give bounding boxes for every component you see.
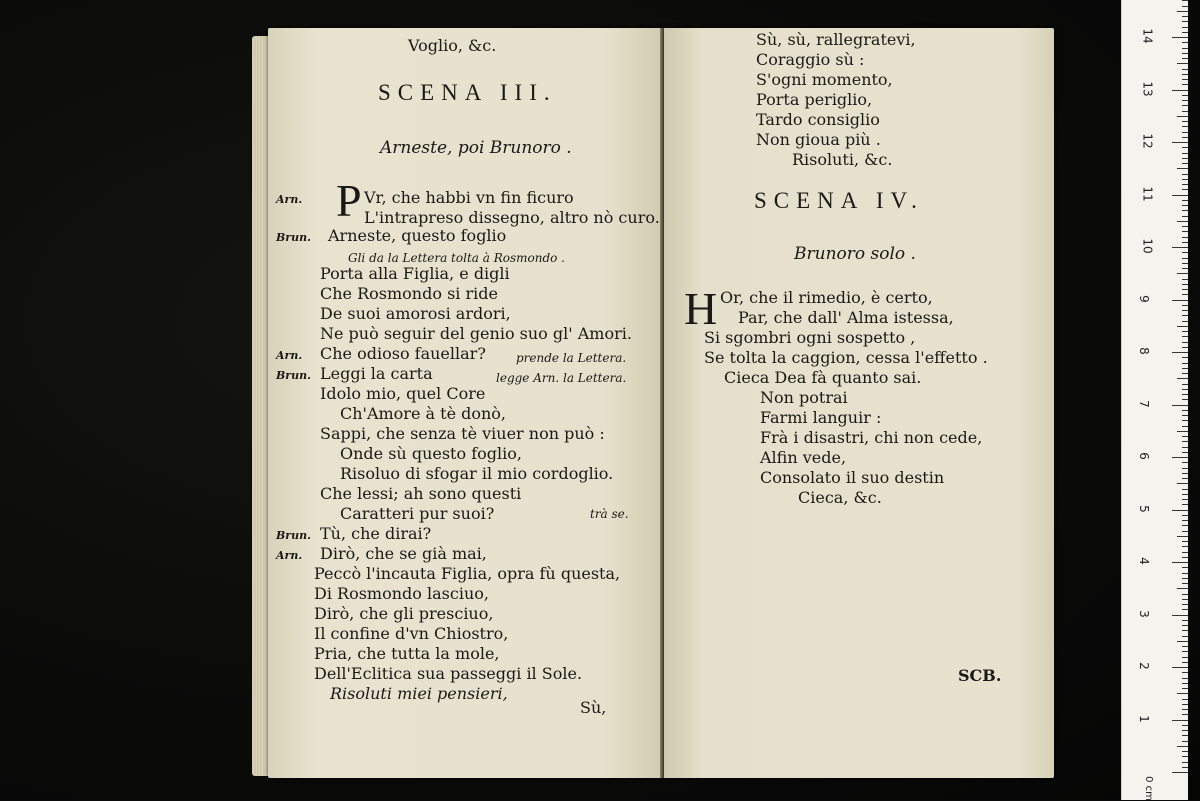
ruler-tick [1182,573,1188,574]
verse-line: Non potrai [760,388,848,407]
ruler-tick [1182,415,1188,416]
ruler-tick [1177,116,1188,117]
ruler-number: 4 [1136,557,1151,565]
ruler-tick [1182,756,1188,757]
ruler-tick [1182,473,1188,474]
ruler-tick [1182,420,1188,421]
ruler-tick [1172,195,1188,196]
ruler-tick [1182,48,1188,49]
ruler-tick [1182,594,1188,595]
ruler-tick [1182,389,1188,390]
ruler-tick [1182,342,1188,343]
ruler-tick [1182,111,1188,112]
ruler-tick [1177,588,1188,589]
ruler-tick [1182,79,1188,80]
ruler-number: 2 [1136,662,1151,670]
ruler-tick [1182,683,1188,684]
verse-line: De suoi amorosi ardori, [320,304,511,323]
ruler-tick [1182,520,1188,521]
verse-line: Tù, che dirai? [320,524,432,543]
ruler-tick [1182,279,1188,280]
ruler-tick [1182,714,1188,715]
verse-line: Caratteri pur suoi? [340,504,495,523]
verse-line: Frà i disastri, chi non cede, [760,428,983,447]
ruler-tick [1182,651,1188,652]
ruler-tick [1182,305,1188,306]
ruler-tick [1177,63,1188,64]
ruler-tick [1182,189,1188,190]
ruler-tick [1182,452,1188,453]
ruler-tick [1182,0,1188,1]
stage-direction: trà se. [590,507,629,521]
right-scene-title: SCENA IV. [754,188,924,213]
ruler-tick [1182,268,1188,269]
ruler-tick [1182,284,1188,285]
line-row: Brun. [276,529,311,542]
verse-line: Sù, sù, rallegratevi, [756,30,916,49]
ruler-number: 10 [1140,238,1155,254]
ruler-tick [1182,294,1188,295]
ruler-tick [1182,158,1188,159]
stage-direction: legge Arn. la Lettera. [496,371,627,385]
ruler-tick [1182,184,1188,185]
stage-direction: prende la Lettera. [516,351,627,365]
line-row: Brun. [276,231,311,244]
line-row: Arn. [276,193,303,206]
ruler-tick [1177,536,1188,537]
left-header: Voglio, &c. [408,36,497,55]
ruler-tick [1172,510,1188,511]
ruler-tick [1182,179,1188,180]
line-row: Arn. [276,349,303,362]
ruler-number: 11 [1140,185,1155,202]
ruler-tick [1182,100,1188,101]
verse-line: Che odioso fauellar? [320,344,486,363]
verse-line: Peccò l'incauta Figlia, opra fù questa, [314,564,621,583]
ruler-number: 13 [1140,80,1155,97]
ruler-tick [1182,552,1188,553]
ruler-number: 14 [1140,28,1155,44]
ruler-tick [1177,221,1188,222]
verse-line: Coraggio sù : [756,50,865,69]
verse-line: Onde sù questo foglio, [340,444,522,463]
ruler-tick [1182,604,1188,605]
verse-line: Farmi languir : [760,408,882,427]
ruler-tick [1177,168,1188,169]
ruler-tick [1172,667,1188,668]
line-row: Brun. [276,369,311,382]
ruler-tick [1177,11,1188,12]
ruler-number: 3 [1136,609,1151,618]
ruler-tick [1182,16,1188,17]
ruler-tick [1182,426,1188,427]
ruler-number: 7 [1136,399,1151,408]
ruler-tick [1182,315,1188,316]
drop-cap: P [336,175,362,226]
verse-line: Vr, che habbi vn fin ficuro [364,188,574,207]
verse-line: Leggi la carta [320,364,433,383]
ruler-tick [1182,478,1188,479]
ruler-tick [1182,646,1188,647]
ruler-tick [1182,468,1188,469]
ruler-tick [1172,247,1188,248]
ruler-tick [1182,153,1188,154]
ruler-tick [1182,336,1188,337]
ruler-tick [1182,216,1188,217]
ruler-tick [1182,504,1188,505]
ruler-tick [1182,210,1188,211]
verse-line: Par, che dall' Alma istessa, [738,308,954,327]
verse-line: Risoluti miei pensieri, [330,684,508,703]
ruler-tick [1182,620,1188,621]
ruler-tick [1182,447,1188,448]
ruler-tick [1182,678,1188,679]
ruler-tick [1182,709,1188,710]
verse-line: Dirò, che gli presciuo, [314,604,494,623]
ruler-tick [1182,21,1188,22]
verse-line: Dell'Eclitica sua passeggi il Sole. [314,664,583,683]
ruler-tick [1172,720,1188,721]
ruler-tick [1182,546,1188,547]
ruler-tick [1182,226,1188,227]
left-page [268,28,664,778]
ruler-tick [1172,352,1188,353]
ruler-tick [1182,599,1188,600]
right-page [664,28,1054,778]
ruler-tick [1182,609,1188,610]
ruler-tick [1182,163,1188,164]
ruler-tick [1172,615,1188,616]
ruler-tick [1182,762,1188,763]
stage-direction: Gli da la Lettera tolta à Rosmondo . [348,251,565,265]
ruler-tick [1182,557,1188,558]
ruler-number: 5 [1136,504,1151,513]
ruler-tick [1182,263,1188,264]
ruler-tick [1182,662,1188,663]
ruler-tick [1177,746,1188,747]
ruler-tick [1177,693,1188,694]
ruler-tick [1182,515,1188,516]
ruler-number: 1 [1136,714,1151,723]
ruler-tick [1182,95,1188,96]
ruler-tick [1182,32,1188,33]
verse-line: Porta alla Figlia, e digli [320,264,510,283]
ruler-tick [1182,331,1188,332]
verse-line: Idolo mio, quel Core [320,384,486,403]
measurement-ruler [1121,0,1188,800]
ruler-tick [1182,84,1188,85]
ruler-tick [1177,431,1188,432]
ruler-tick [1182,436,1188,437]
ruler-tick [1182,237,1188,238]
ruler-tick [1182,321,1188,322]
verse-line: Ne può seguir del genio suo gl' Amori. [320,324,632,343]
ruler-tick [1182,289,1188,290]
ruler-tick [1182,494,1188,495]
ruler-tick [1182,441,1188,442]
ruler-tick [1182,688,1188,689]
ruler-tick [1182,200,1188,201]
drop-cap: H [684,283,718,334]
ruler-tick [1182,567,1188,568]
verse-line: Se tolta la caggion, cessa l'effetto . [704,348,988,367]
ruler-tick [1172,90,1188,91]
ruler-tick [1182,725,1188,726]
ruler-tick [1182,27,1188,28]
verse-line: Si sgombri ogni sospetto , [704,328,916,347]
ruler-tick [1182,121,1188,122]
verse-line: Or, che il rimedio, è certo, [720,288,933,307]
ruler-number: 12 [1140,133,1155,149]
ruler-number: 6 [1136,452,1151,460]
ruler-tick [1182,657,1188,658]
ruler-tick [1172,562,1188,563]
verse-line: Risoluti, &c. [792,150,893,169]
ruler-tick [1182,363,1188,364]
verse-line: Non gioua più . [756,130,881,149]
ruler-tick [1182,357,1188,358]
verse-line: Che Rosmondo si ride [320,284,498,303]
catchword: Sù, [580,698,607,717]
verse-line: L'intrapreso dissegno, altro nò curo. [364,208,660,227]
ruler-tick [1182,252,1188,253]
ruler-tick [1182,704,1188,705]
ruler-tick [1182,368,1188,369]
left-scene-title: SCENA III. [378,80,557,105]
verse-line: Cieca Dea fà quanto sai. [724,368,922,387]
ruler-tick [1182,53,1188,54]
ruler-tick [1182,205,1188,206]
ruler-tick [1182,137,1188,138]
right-characters: Brunoro solo . [794,244,916,264]
ruler-number: 8 [1136,347,1151,355]
ruler-number: 9 [1136,294,1151,303]
verse-line: Risoluo di sfogar il mio cordoglio. [340,464,614,483]
ruler-tick [1177,378,1188,379]
ruler-tick [1182,636,1188,637]
ruler-tick [1182,132,1188,133]
ruler-tick [1182,462,1188,463]
ruler-tick [1172,457,1188,458]
verse-line: Cieca, &c. [798,488,882,507]
ruler-tick [1172,37,1188,38]
verse-line: Arneste, questo foglio [328,226,507,245]
verse-line: Alfin vede, [760,448,847,467]
ruler-tick [1177,641,1188,642]
ruler-tick [1182,578,1188,579]
ruler-tick [1182,399,1188,400]
ruler-tick [1182,58,1188,59]
ruler-tick [1182,105,1188,106]
ruler-tick [1182,258,1188,259]
ruler-tick [1182,347,1188,348]
signature-mark: SCB. [958,666,1002,685]
verse-line: Che lessi; ah sono questi [320,484,522,503]
verse-line: Di Rosmondo lasciuo, [314,584,489,603]
ruler-tick [1177,483,1188,484]
ruler-tick [1182,525,1188,526]
ruler-tick [1182,699,1188,700]
ruler-unit: 0 cm [1142,776,1154,801]
ruler-tick [1182,630,1188,631]
ruler-tick [1182,373,1188,374]
ruler-tick [1182,741,1188,742]
verse-line: Ch'Amore à tè donò, [340,404,507,423]
ruler-tick [1182,735,1188,736]
ruler-tick [1172,142,1188,143]
verse-line: Tardo consiglio [756,110,880,129]
verse-line: Consolato il suo destin [760,468,945,487]
ruler-tick [1182,767,1188,768]
ruler-tick [1182,531,1188,532]
verse-line: Dirò, che se già mai, [320,544,487,563]
ruler-tick [1182,174,1188,175]
ruler-tick [1182,310,1188,311]
verse-line: S'ogni momento, [756,70,893,89]
ruler-tick [1182,69,1188,70]
ruler-tick [1172,405,1188,406]
verse-line: Porta periglio, [756,90,873,109]
open-book [252,28,1060,782]
ruler-tick [1182,751,1188,752]
ruler-tick [1182,6,1188,7]
ruler-tick [1177,326,1188,327]
verse-line: Pria, che tutta la mole, [314,644,500,663]
ruler-tick [1182,410,1188,411]
ruler-tick [1172,300,1188,301]
verse-line: Sappi, che senza tè viuer non può : [320,424,605,443]
ruler-tick [1182,625,1188,626]
left-characters: Arneste, poi Brunoro . [380,138,572,158]
ruler-tick [1182,730,1188,731]
ruler-tick [1182,242,1188,243]
ruler-tick [1182,499,1188,500]
ruler-tick [1177,273,1188,274]
ruler-tick [1182,74,1188,75]
ruler-tick [1182,541,1188,542]
ruler-tick [1182,231,1188,232]
ruler-tick [1182,384,1188,385]
ruler-tick [1182,489,1188,490]
ruler-tick [1182,672,1188,673]
ruler-tick [1182,126,1188,127]
verse-line: Il confine d'vn Chiostro, [314,624,509,643]
ruler-tick [1182,394,1188,395]
line-row: Arn. [276,549,303,562]
ruler-tick [1182,42,1188,43]
ruler-tick [1182,583,1188,584]
ruler-tick [1172,772,1188,773]
ruler-tick [1182,147,1188,148]
